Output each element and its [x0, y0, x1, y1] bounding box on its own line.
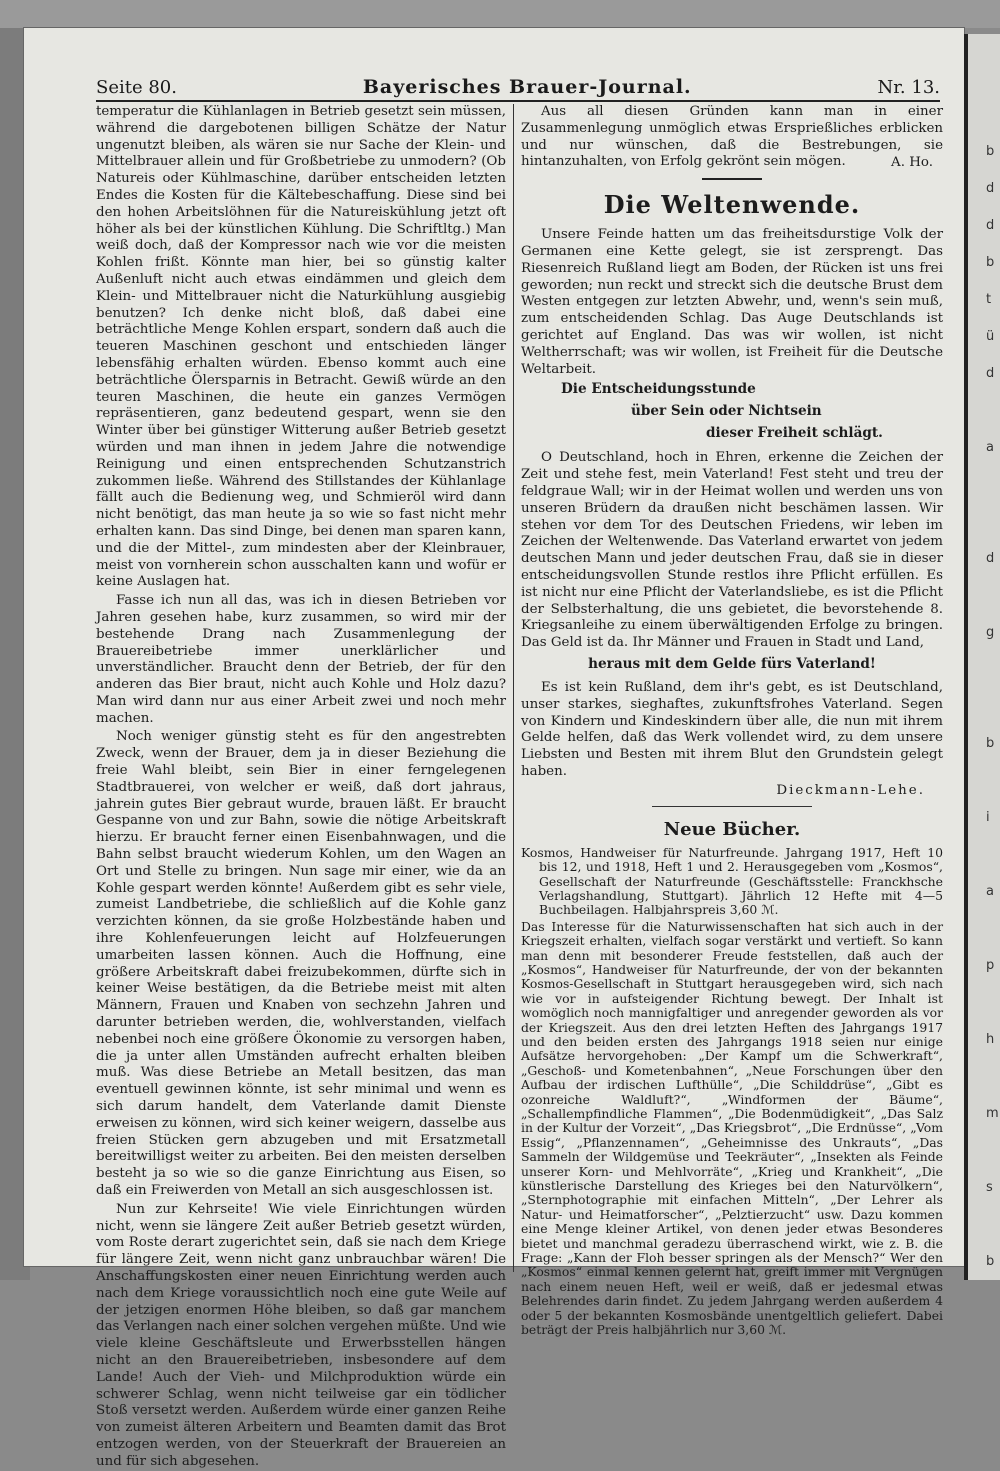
- article-paragraph-3: Es ist kein Rußland, dem ihr's gebt, es ist Deutschland, unser starkes, sieghaftes, zukunftsfrohes Vaterland. Segen von Kindern und Kindeskindern über alle, die nun mit ihrem Gelde helfen, daß das Werk vollendet wird, zu dem unsere Liebsten und Besten mit ihrem Blut den Grundstein gelegt haben.: [521, 679, 943, 779]
- adjacent-page-letter: t: [986, 292, 992, 307]
- books-title: Neue Bücher.: [663, 818, 801, 840]
- page-number: Seite 80.: [96, 76, 177, 98]
- article-title: Die Weltenwende.: [603, 190, 861, 220]
- adjacent-page-letter: ü: [986, 329, 995, 344]
- adjacent-page-letter: d: [986, 181, 995, 196]
- adjacent-page-letter: m: [986, 1106, 999, 1121]
- article-paragraph-1: Unsere Feinde hatten um das freiheitsdurstige Volk der Germanen eine Kette gelegt, sie ist zersprengt. Das Riesenreich Rußland liegt am Boden, der Rücken ist uns frei geworden; nun reckt und streckt sich die deutsche Brust dem Westen entgegen zur letzten Abwehr, und, wenn's sein muß, zum entscheidenden Schlag. Das Auge Deutschlands ist gerichtet auf England. Das was wir wollen, ist nicht Weltherrschaft; was wir wollen, ist Freiheit für die Deutsche Weltarbeit.: [521, 227, 943, 377]
- adjacent-page-letter: i: [986, 810, 990, 825]
- adjacent-page-letter: a: [986, 884, 994, 899]
- issue-number: Nr. 13.: [877, 76, 940, 98]
- scan-background-top: [0, 0, 1000, 28]
- right-column: [521, 104, 943, 1338]
- journal-title: Bayerisches Brauer-Journal.: [362, 76, 692, 98]
- adjacent-page-letter: a: [986, 440, 994, 455]
- book-entry: Kosmos, Handweiser für Naturfreunde. Jahrgang 1917, Heft 10 bis 12, und 1918, Heft 1 und 2. Herausgegeben vom „Kosmos“, Gesellschaft der Naturfreunde (Geschäftsstelle: Franckhsche Verlagshandlung, Stuttgart). Jährlich 12 Hefte mit 4—5 Buchbeilagen. Halbjahrspreis 3,60 ℳ.: [521, 844, 943, 918]
- adjacent-page-letter: b: [986, 736, 995, 751]
- left-paragraph-3: Noch weniger günstig steht es für den angestrebten Zweck, wenn der Brauer, dem ja in dieser Beziehung die freie Wahl bleibt, sein Bier in einer ferngelegenen Stadtbrauerei, von welcher er weiß, daß dort jahraus, jahrein gutes Bier gebraut wurde, brauen läßt. Er braucht Gespanne von und zur Bahn, sowie die nötige Arbeitskraft hierzu. Er braucht ferner einen Eisenbahnwagen, und die Bahn selbst braucht wiederum Kohlen, um den Wagen an Ort und Stelle zu bringen. Nun sage mir einer, wie da an Kohle gespart werden könnte! Außerdem gibt es sehr viele, zumeist Landbetriebe, die schließlich auf die Kohle ganz verzichten können, da sie große Holzbestände haben und ihre Kohlenfeuerungen leicht auf Holzfeuerungen umarbeiten lassen können. Auch die Hoffnung, eine größere Arbeitskraft dabei freizubekommen, dürfte sich in keiner Weise bestätigen, da die Betriebe meist mit alten Männern, Frauen und Knaben von sechzehn Jahren und darunter betrieben werden, die, wohlverstanden, vielfach nebenbei noch eine größere Ökonomie zu versorgen haben, die ja unter allen Umständen aufrecht erhalten bleiben muß. Was diese Betriebe an Metall besitzen, das man eventuell gewinnen könnte, ist sehr minimal und wenn es sich darum handelt, dem Vaterlande damit Dienste erweisen zu können, wird sich keiner weigern, dasselbe aus freien Stücken gern abzugeben und mit Ersatzmetall bereitwilligst weiter zu arbeiten. Bei den meisten derselben besteht ja so wie so die ganze Einrichtung aus Eisen, so daß ein Freiwerden von Metall an sich ausgeschlossen ist.: [96, 729, 506, 1198]
- left-column: [96, 104, 506, 1471]
- opening-signature: A. Ho.: [891, 155, 933, 171]
- column-divider: [513, 104, 514, 1272]
- adjacent-page-letter: d: [986, 551, 995, 566]
- left-paragraph-1: temperatur die Kühlanlagen in Betrieb gesetzt sein müssen, während die dargebotenen billigen Schätze der Natur ungenutzt bleiben, als wären sie nur Sache der Klein- und Mittelbrauer allein und für Großbetriebe zu unmodern? (Ob Natureis oder Kühlmaschine, darüber entscheiden letzten Endes die Kosten für die Kältebeschaffung. Diese sind bei den hohen Arbeitslöhnen für die Natureiskühlung jetzt oft höher als bei der künstlichen Kühlung. Die Schriftltg.) Man weiß doch, daß der Kompressor nach wie vor die meisten Kohlen frißt. Könnte man hier, bei so günstig kalter Außenluft nicht auch etwas eindämmen und gleich dem Klein- und Mittelbrauer nicht die Naturkühlung ausgiebig benutzen? Ich denke nicht bloß, daß dabei eine beträchtliche Menge Kohlen erspart, sondern daß auch die teueren Maschinen geschont und entschieden länger lebensfähig erhalten würden. Ebenso kommt auch eine beträchtliche Ölersparnis in Betracht. Gewiß würde an den teuren Maschinen, die heute ein ganzes Vermögen repräsentieren, ganz bedeutend gespart, wenn sie den Winter über bei günstiger Witterung außer Betrieb gesetzt würden und man ihnen in jedem Jahre die notwendige Reinigung und einen entsprechenden Schutzanstrich zukommen ließe. Während des Stillstandes der Kühlanlage fällt auch die Bedienung weg, und Schmieröl wird dann nicht benötigt, das man heute ja so wie so fast nicht mehr erhalten kann. Das sind Dinge, bei denen man sparen kann, und die der Mittel-, zum mindesten aber der Kleinbrauer, meist von vornherein schon ausschalten kann und wofür er keine Auslagen hat.: [96, 104, 506, 590]
- adjacent-page-letter: b: [986, 255, 995, 270]
- section-rule-2: [652, 806, 812, 807]
- bold-line-2: über Sein oder Nichtsein: [631, 403, 822, 420]
- article-slogan: heraus mit dem Gelde fürs Vaterland!: [588, 655, 876, 672]
- article-signature: Dieckmann-Lehe.: [776, 782, 925, 798]
- bold-line-1: Die Entscheidungsstunde: [561, 381, 756, 398]
- adjacent-page-letter: g: [986, 625, 995, 640]
- adjacent-page-letter: b: [986, 144, 995, 159]
- book-review-text: Das Interesse für die Naturwissenschaften hat sich auch in der Kriegszeit erhalten, vielfach sogar verstärkt und vertieft. So kann man denn mit besonderer Freude feststellen, daß auch der „Kosmos“, Handweiser für Naturfreunde, der von der bekannten Kosmos-Gesellschaft in Stuttgart herausgegeben wird, sich nach wie vor in aufsteigender Richtung bewegt. Der Inhalt ist womöglich noch mannigfaltiger und anregender geworden als vor der Kriegszeit. Aus den drei letzten Heften des Jahrgangs 1917 und den beiden ersten des Jahrgangs 1918 seien nur einige Aufsätze hervorgehoben: „Der Kampf um die Schwerkraft“, „Geschoß- und Kometenbahnen“, „Neue Forschungen über den Aufbau der irdischen Lufthülle“, „Die Schilddrüse“, „Gibt es ozonreiche Waldluft?“, „Windformen der Bäume“, „Schallempfindliche Flammen“, „Die Bodenmüdigkeit“, „Das Salz in der Kultur der Vorzeit“, „Das Kriegsbrot“, „Die Erdnüsse“, „Vom Essig“, „Pflanzennamen“, „Geheimnisse des Unkrauts“, „Das Sammeln der Wildgemüse und Teekräuter“, „Insekten als Feinde unserer Korn- und Mehlvorräte“, „Krieg und Krankheit“, „Die künstlerische Darstellung des Krieges bei den Naturvölkern“, „Sternphotographie mit einfachen Mitteln“, „Der Lehrer als Natur- und Heimatforscher“, „Pelztierzucht“ usw. Dazu kommen eine Menge kleiner Artikel, von denen jeder etwas Besonderes bietet und manchmal geradezu überraschend wirkt, wie z. B. die Frage: „Kann der Floh besser springen als der Mensch?“ Wer den „Kosmos“ einmal kennen gelernt hat, greift immer mit Vergnügen nach einem neuen Heft, weil er weiß, daß er jedesmal etwas Belehrendes darin findet. Zu jedem Jahrgang werden außerdem 4 oder 5 der bekannten Kosmosbände unentgeltlich geliefert. Dabei beträgt der Preis halbjährlich nur 3,60 ℳ.: [521, 918, 943, 1338]
- left-paragraph-2: Fasse ich nun all das, was ich in diesen Betrieben vor Jahren gesehen habe, kurz zusammen, so wird mir der bestehende Drang nach Zusammenlegung der Brauereibetriebe immer unerklärlicher und unverständlicher. Braucht denn der Betrieb, der für den anderen das Bier braut, nicht auch Kohle und Holz dazu? Man wird dann nur aus einer Arbeit zwei und noch mehr machen.: [96, 593, 506, 726]
- adjacent-page-letter: s: [986, 1180, 993, 1195]
- adjacent-page-edge: [964, 34, 1000, 1280]
- bold-line-3: dieser Freiheit schlägt.: [706, 425, 883, 442]
- right-opening-paragraph: Aus all diesen Gründen kann man in einer Zusammenlegung unmöglich etwas Ersprießliches erblicken und nur wünschen, daß die Bestrebungen, sie hintanzuhalten, von Erfolg gekrönt sein mögen.: [521, 104, 943, 170]
- header-rule: [96, 100, 940, 102]
- adjacent-page-letter: h: [986, 1032, 995, 1047]
- adjacent-page-letter: d: [986, 366, 995, 381]
- left-paragraph-4: Nun zur Kehrseite! Wie viele Einrichtungen würden nicht, wenn sie längere Zeit außer Betrieb gesetzt würden, vom Roste derart zugerichtet sein, daß sie nach dem Kriege für längere Zeit, wenn nicht ganz unbrauchbar wären! Die Anschaffungskosten einer neuen Einrichtung werden auch nach dem Kriege voraussichtlich noch eine gute Weile auf der jetzigen enormen Höhe bleiben, so daß gar manchem das Verlangen nach einer solchen vergehen müßte. Und wie viele kleine Geschäftsleute und Erwerbsstellen hängen nicht an den Brauereibetrieben, insbesondere auf dem Lande! Auch der Vieh- und Milchproduktion würde ein schwerer Schlag, wenn nicht teilweise gar ein tödlicher Stoß versetzt werden. Außerdem würde einer ganzen Reihe von zumeist älteren Arbeitern und Beamten damit das Brot entzogen werden, von der Steuerkraft der Brauereien an und für sich abgesehen.: [96, 1201, 506, 1469]
- section-rule: [702, 178, 762, 180]
- adjacent-page-letter: b: [986, 1254, 995, 1269]
- adjacent-page-letter: p: [986, 958, 995, 973]
- adjacent-page-letter: d: [986, 218, 995, 233]
- page-header: [96, 74, 940, 100]
- article-paragraph-2: O Deutschland, hoch in Ehren, erkenne die Zeichen der Zeit und stehe fest, mein Vaterland! Fest steht und treu der feldgraue Wall; wir in der Heimat wollen und werden uns von unseren Brüdern da draußen nicht beschämen lassen. Wir stehen vor dem Tor des Deutschen Friedens, wir leben im Zeichen der Weltenwende. Das Vaterland erwartet von jedem deutschen Mann und jeder deutschen Frau, daß sie in dieser entscheidungsvollen Stunde restlos ihre Pflicht erfüllen. Es ist nicht nur eine Pflicht der Vaterlandsliebe, es ist die Pflicht der Selbsterhaltung, die uns gebietet, die bevorstehende 8. Kriegsanleihe zu einem überwältigenden Erfolge zu bringen. Das Geld ist da. Ihr Männer und Frauen in Stadt und Land,: [521, 450, 943, 651]
